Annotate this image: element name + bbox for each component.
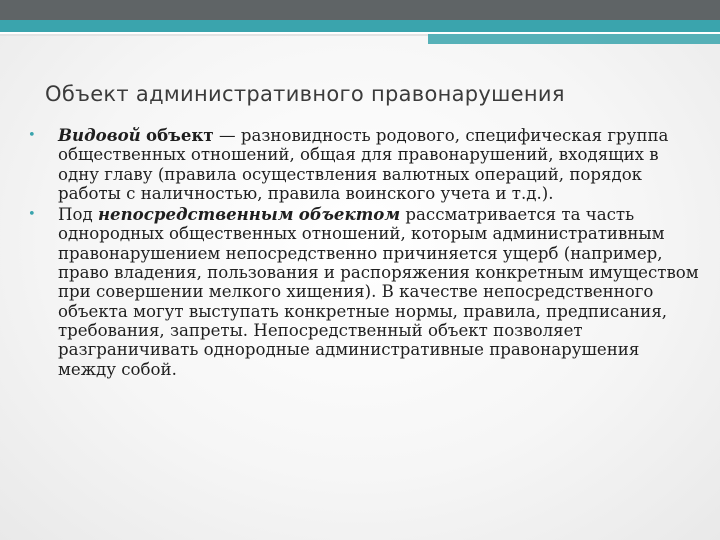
bullet-text: — разновидность родового, специфическая группа общественных отношений, общая для правонарушений, входящих в одну главу (правила осуществления валютных операций, порядок работы с наличностью, правила воинского учета и т.д.). xyxy=(58,126,669,203)
accent-block xyxy=(428,34,720,44)
term-bold: объект xyxy=(146,125,214,145)
bullet-text: рассматривается та часть однородных общественных отношений, которым административным правонарушением непосредственно причиняется ущерб (например, право владения, пользования и распоряжения конкретным имуществом при совершении мелкого хищения). В качестве непосредственного объекта могут выступать конкретные нормы, правила, предписания, требования, запреты. Непосредственный объект позволяет разграничивать однородные административные правонарушения между собой. xyxy=(58,205,699,379)
bullet-item xyxy=(28,205,700,379)
bullet-item xyxy=(28,126,700,203)
top-band xyxy=(0,0,720,20)
term-italic: непосредственным xyxy=(97,204,294,225)
shadow-line xyxy=(0,34,428,36)
bullet-list xyxy=(28,126,700,381)
bullet-icon xyxy=(28,205,58,224)
slide-title: Объект административного правонарушения xyxy=(45,82,565,106)
term-italic: Видовой xyxy=(58,125,141,145)
term-bold: объектом xyxy=(298,204,401,225)
accent-bar xyxy=(0,20,720,32)
bullet-icon xyxy=(28,126,58,145)
bullet-lead: Под xyxy=(58,205,98,225)
